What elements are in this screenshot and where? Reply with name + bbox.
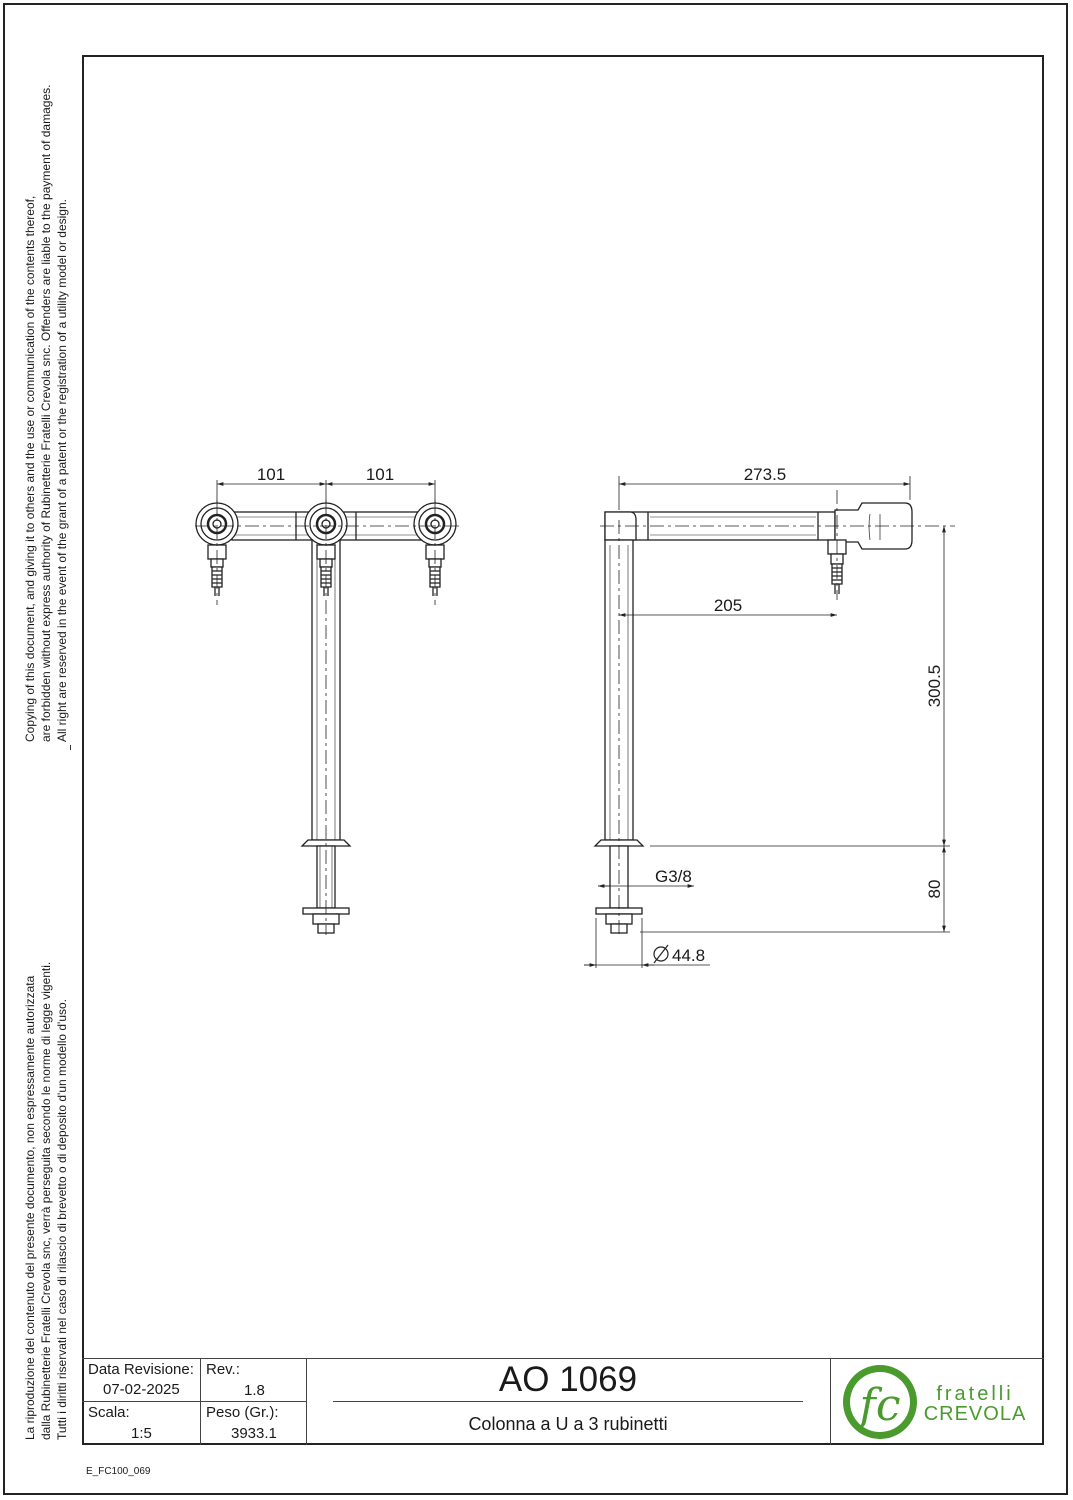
dim-thread: G3/8	[655, 867, 692, 886]
scale-value: 1:5	[131, 1425, 152, 1442]
front-view	[195, 480, 460, 935]
drawing-code: AO 1069	[498, 1360, 638, 1399]
document-code: E_FC100_069	[86, 1466, 151, 1477]
weight-value: 3933.1	[231, 1425, 277, 1442]
dim-diameter: 44.8	[672, 946, 706, 965]
notice-english-line: All right are reserved in the event of the grant of a patent or the registration of a utility model or design.	[55, 199, 69, 742]
title-block	[82, 1358, 1044, 1445]
rev-label: Rev.:	[206, 1361, 240, 1378]
logo-line1: fratelli	[936, 1383, 1014, 1405]
notice-italian-line: dalla Rubinetterie Fratelli Crevola snc, verrà perseguita secondo le norme di legge vigenti.	[39, 961, 53, 1440]
drawing-description: Colonna a U a 3 rubinetti	[468, 1414, 668, 1434]
scale-label: Scala:	[88, 1404, 130, 1421]
dim-front-left: 101	[256, 465, 286, 484]
dim-front-right: 101	[365, 465, 395, 484]
side-view	[584, 476, 955, 968]
logo-monogram: fc	[859, 1380, 901, 1431]
rev-value: 1.8	[244, 1382, 265, 1399]
weight-label: Peso (Gr.):	[206, 1404, 279, 1421]
logo-line2: CREVOLA	[923, 1403, 1027, 1425]
notice-italian-line: Tutti i diritti riservati nel caso di rilascio di brevetto o di deposito d'un modello d'uso.	[55, 998, 69, 1440]
notice-english-line: are forbidden without express authority of Rubinetterie Fratelli Crevola snc. Offenders are liable to the payment of damages.	[39, 84, 53, 742]
notice-italian-line: La riproduzione del contenuto del presente documento, non espressamente autorizzata	[23, 975, 37, 1440]
dim-side-spout: 205	[713, 596, 743, 615]
dim-side-top: 273.5	[743, 465, 787, 484]
dim-side-shank: 80	[925, 879, 944, 899]
notice-english-line: Copying of this document, and giving it to others and the use or communication of the contents thereof,	[23, 195, 37, 742]
dim-side-height: 300.5	[925, 664, 944, 708]
revision-date-label: Data Revisione:	[88, 1361, 194, 1378]
revision-date: 07-02-2025	[103, 1381, 180, 1398]
